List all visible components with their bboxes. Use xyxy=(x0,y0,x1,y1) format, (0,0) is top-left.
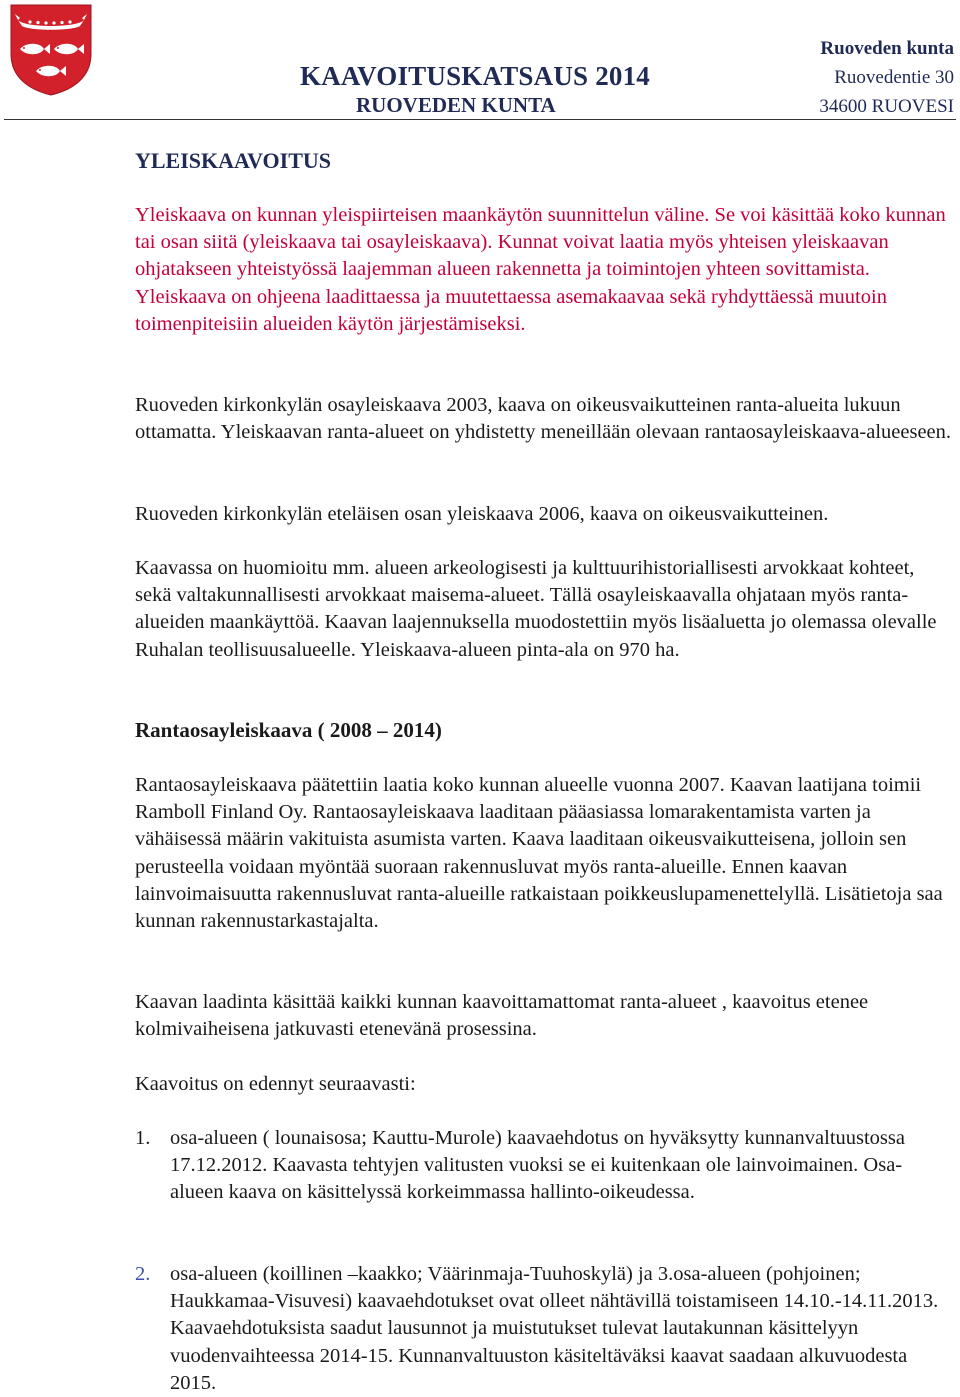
list-item-number: 2. xyxy=(135,1263,151,1285)
paragraph-etelainen-2006: Ruoveden kirkonkylän eteläisen osan yleiskaava 2006, kaava on oikeusvaikutteinen. xyxy=(135,503,829,525)
coat-of-arms-icon xyxy=(10,4,92,96)
rantaosayleiskaava-heading: Rantaosayleiskaava ( 2008 – 2014) xyxy=(135,718,442,742)
header-divider xyxy=(4,119,956,120)
address-street: Ruovedentie 30 xyxy=(834,67,954,88)
document-title: KAAVOITUSKATSAUS 2014 xyxy=(300,61,650,91)
address-postal: 34600 RUOVESI xyxy=(819,96,954,117)
list-item-text: osa-alueen (koillinen –kaakko; Väärinmaja-Tuuhoskylä) ja 3.osa-alueen (pohjoinen; Haukkamaa-Visuvesi) kaavaehdotukset ovat olleet nähtävillä toistamiseen 14.10.-14.11.2013. Kaavaehdotuksista saadut lausunnot ja muistutukset tulevat lautakunnan käsittelyyn vuodenvaihteessa 2014-15. Kunnanvaltuuston käsiteltäväksi kaavat saadaan alkuvuodesta 2015. xyxy=(170,1263,939,1394)
municipality-name: RUOVEDEN KUNTA xyxy=(356,93,556,117)
paragraph-kaavan-laadinta: Kaavan laadinta käsittää kaikki kunnan kaavoittamattomat ranta-alueet , kaavoitus etenee kolmivaiheisena jatkuvasti etenevänä prosessina. xyxy=(135,991,869,1041)
paragraph-kaavoitus-edennyt: Kaavoitus on edennyt seuraavasti: xyxy=(135,1073,416,1095)
list-item xyxy=(135,1261,955,1397)
intro-paragraph: Yleiskaava on kunnan yleispiirteisen maankäytön suunnittelun väline. Se voi käsittää koko kunnan tai osan siitä (yleiskaava tai osayleiskaava). Kunnat voivat laatia myös yhteisen yleiskaavan ohjatakseen yhteistyössä laajemman alueen rakennetta ja toimintojen yhteen sovittamista. Yleiskaava on ohjeena laadittaessa ja muutettaessa asemakaavaa sekä ryhdyttäessä muutoin toimenpiteisiin alueiden käytön järjestämiseksi. xyxy=(135,204,946,335)
list-item xyxy=(135,1125,955,1207)
paragraph-kirkonkyla-2003: Ruoveden kirkonkylän osayleiskaava 2003, kaava on oikeusvaikutteinen ranta-alueita lukuun ottamatta. Yleiskaavan ranta-alueet on yhdistetty meneillään olevaan rantaosayleiskaava-alueeseen. xyxy=(135,394,952,444)
section-heading: YLEISKAAVOITUS xyxy=(135,148,332,173)
paragraph-rantaosayleiskaava: Rantaosayleiskaava päätettiin laatia koko kunnan alueelle vuonna 2007. Kaavan laatijana toimii Ramboll Finland Oy. Rantaosayleiskaava laaditaan pääasiassa lomarakentamista varten ja vähäisessä määrin vakituista asumista varten. Kaava laaditaan oikeusvaikutteisena, jolloin sen perusteella voidaan myöntää suoraan rakennusluvat myös ranta-alueille. Ennen kaavan lainvoimaisuutta rakennusluvat ranta-alueille ratkaistaan poikkeuslupamenettelyllä. Lisätietoja saa kunnan rakennustarkastajalta. xyxy=(135,774,943,933)
address-organization: Ruoveden kunta xyxy=(820,38,954,59)
list-item-number: 1. xyxy=(135,1127,151,1149)
paragraph-kaavassa: Kaavassa on huomioitu mm. alueen arkeologisesti ja kulttuurihistoriallisesti arvokkaat kohteet, sekä valtakunnallisesti arvokkaat maisema-alueet. Tällä osayleiskaavalla ohjataan myös ranta-alueiden maankäyttöä. Kaavan laajennuksella muodostettiin myös lisäaluetta jo olemassa olevalle Ruhalan teollisuusalueelle. Yleiskaava-alueen pinta-ala on 970 ha. xyxy=(135,557,937,661)
list-item-text: osa-alueen ( lounaisosa; Kauttu-Murole) kaavaehdotus on hyväksytty kunnanvaltuustossa 17.12.2012. Kaavasta tehtyjen valitusten vuoksi se ei kuitenkaan ole lainvoimainen. Osa-alueen kaava on käsittelyssä korkeimmassa hallinto-oikeudessa. xyxy=(170,1127,905,1204)
